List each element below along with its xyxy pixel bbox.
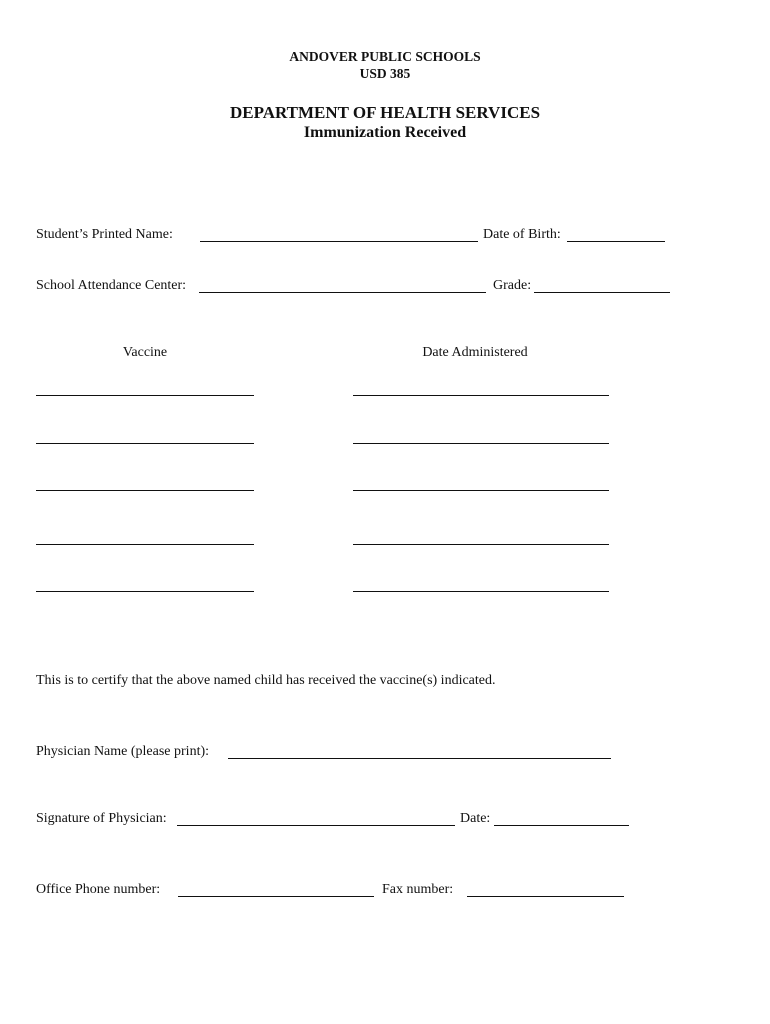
date-administered-field-5[interactable] xyxy=(353,591,609,592)
date-administered-field-3[interactable] xyxy=(353,490,609,491)
fax-number-field[interactable] xyxy=(467,896,624,897)
vaccine-field-5[interactable] xyxy=(36,591,254,592)
certification-statement: This is to certify that the above named child has received the vaccine(s) indicated. xyxy=(36,673,496,688)
office-phone-field[interactable] xyxy=(178,896,374,897)
usd-number: USD 385 xyxy=(359,66,411,81)
date-of-birth-label: Date of Birth: xyxy=(483,227,561,242)
student-name-field[interactable] xyxy=(200,241,478,242)
date-administered-field-2[interactable] xyxy=(353,443,609,444)
district-name: ANDOVER PUBLIC SCHOOLS xyxy=(289,49,481,64)
department-title: DEPARTMENT OF HEALTH SERVICES xyxy=(229,103,541,122)
school-attendance-field[interactable] xyxy=(199,292,486,293)
grade-field[interactable] xyxy=(534,292,670,293)
physician-name-field[interactable] xyxy=(228,758,611,759)
physician-signature-label: Signature of Physician: xyxy=(36,811,167,826)
date-administered-column-header: Date Administered xyxy=(422,345,528,360)
form-title: Immunization Received xyxy=(303,124,467,141)
office-phone-label: Office Phone number: xyxy=(36,882,161,897)
date-administered-field-4[interactable] xyxy=(353,544,609,545)
fax-number-label: Fax number: xyxy=(382,882,454,897)
student-name-label: Student’s Printed Name: xyxy=(36,227,173,242)
school-attendance-label: School Attendance Center: xyxy=(36,278,187,293)
vaccine-field-3[interactable] xyxy=(36,490,254,491)
physician-signature-field[interactable] xyxy=(177,825,455,826)
vaccine-field-4[interactable] xyxy=(36,544,254,545)
vaccine-field-1[interactable] xyxy=(36,395,254,396)
physician-name-label: Physician Name (please print): xyxy=(36,744,210,759)
date-of-birth-field[interactable] xyxy=(567,241,665,242)
date-administered-field-1[interactable] xyxy=(353,395,609,396)
grade-label: Grade: xyxy=(493,278,532,293)
vaccine-column-header: Vaccine xyxy=(122,345,168,360)
signature-date-label: Date: xyxy=(460,811,491,826)
vaccine-field-2[interactable] xyxy=(36,443,254,444)
signature-date-field[interactable] xyxy=(494,825,629,826)
